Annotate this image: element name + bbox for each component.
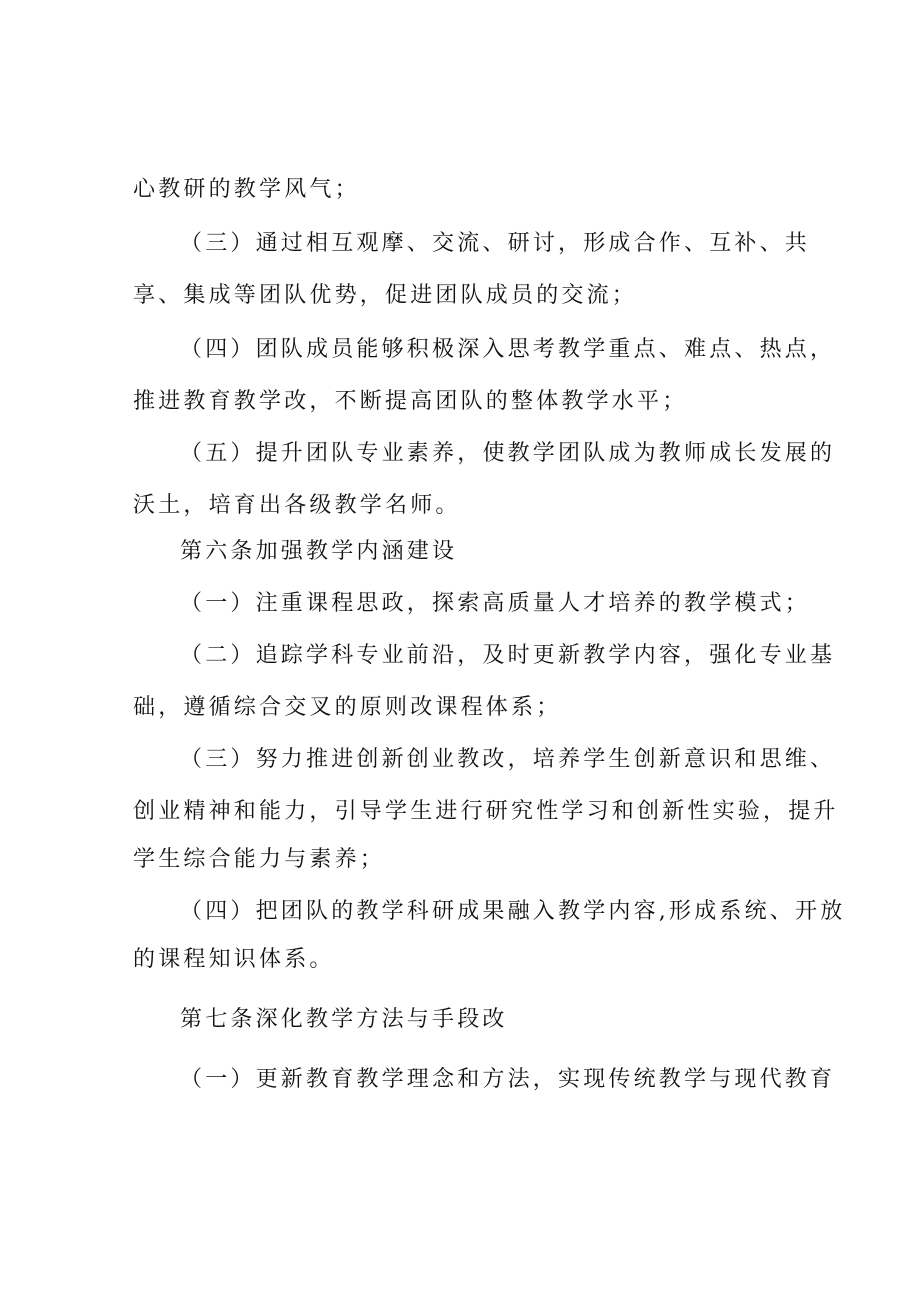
text-line: （三）努力推进创新创业教改，培养学生创新意识和思维、 [180,747,836,772]
text-line: （四）团队成员能够积极深入思考教学重点、难点、热点， [180,337,836,362]
text-line: 学生综合能力与素养； [133,847,386,872]
text-line: 创业精神和能力，引导学生进行研究性学习和创新性实验，提升 [133,799,839,824]
text-line: （四）把团队的教学科研成果融入教学内容,形成系统、开放 [180,899,846,924]
text-line: （三）通过相互观摩、交流、研讨，形成合作、互补、共 [180,231,811,256]
article-heading: 第七条深化教学方法与手段改 [180,1007,508,1032]
text-line: 沃土，培育出各级教学名师。 [133,493,461,518]
text-line: 推进教育教学改，不断提高团队的整体教学水平； [133,389,688,414]
text-line: （一）更新教育教学理念和方法，实现传统教学与现代教育 [180,1067,836,1092]
text-line: 享、集成等团队优势，促进团队成员的交流； [133,283,638,308]
text-line: 础，遵循综合交叉的原则改课程体系； [133,695,562,720]
text-line: 的课程知识体系。 [133,947,335,972]
text-line: （二）追踪学科专业前沿，及时更新教学内容，强化专业基 [180,643,836,668]
text-line: （一）注重课程思政，探索高质量人才培养的教学模式； [180,591,811,616]
article-heading: 第六条加强教学内涵建设 [180,539,458,564]
text-line: （五）提升团队专业素养，使教学团队成为教师成长发展的 [180,441,836,466]
text-line: 心教研的教学风气； [133,177,360,202]
